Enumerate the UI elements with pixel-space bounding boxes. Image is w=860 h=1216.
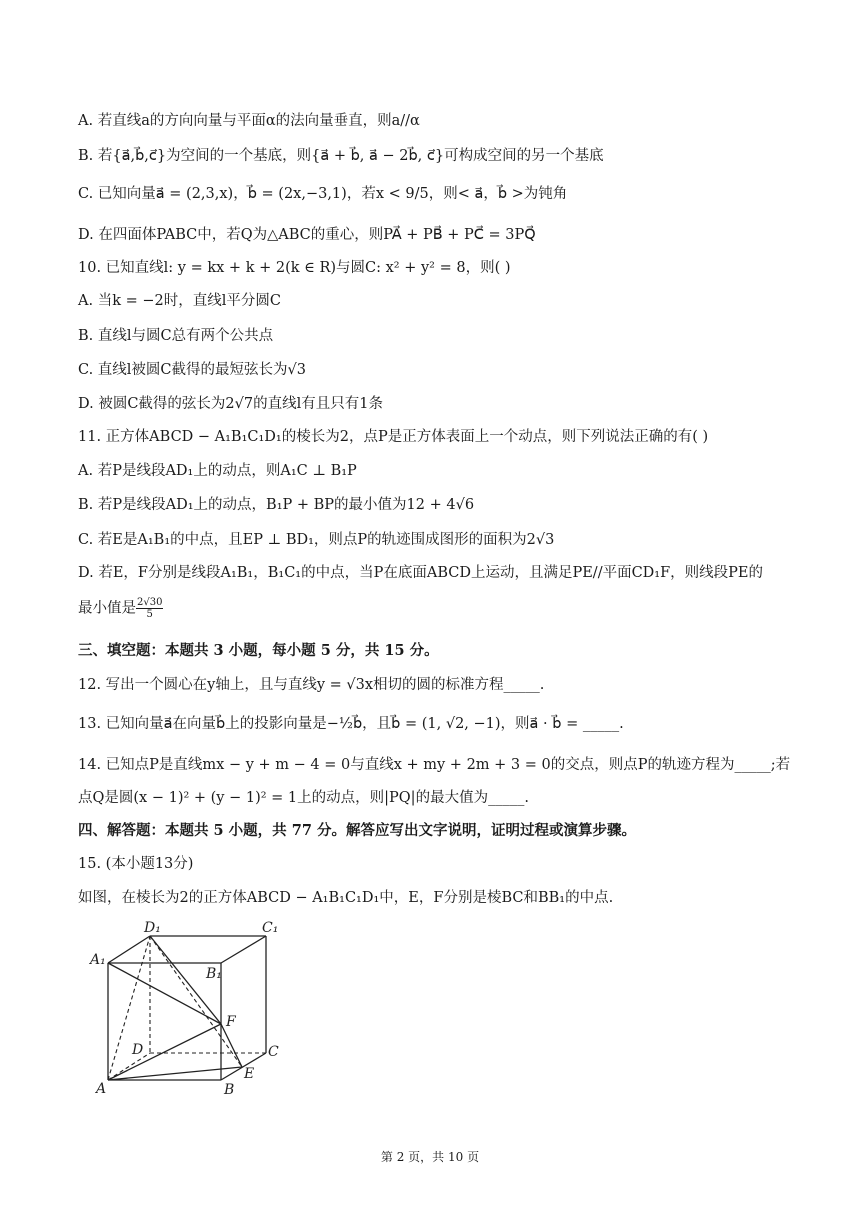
question-12: 12. 写出一个圆心在y轴上，且与直线y = √3x相切的圆的标准方程_____.	[78, 677, 545, 693]
section-fill-in-heading: 三、填空题：本题共 3 小题，每小题 5 分，共 15 分。	[78, 642, 439, 659]
question-14-continued: 点Q是圆(x − 1)² + (y − 1)² = 1上的动点，则|PQ|的最大值为_____.	[78, 790, 529, 806]
label-f: F	[226, 1014, 236, 1030]
label-e: E	[244, 1066, 255, 1082]
cube-figure	[86, 918, 286, 1098]
label-b: B	[224, 1082, 235, 1098]
question-11: 11. 正方体ABCD − A₁B₁C₁D₁的棱长为2，点P是正方体表面上一个动点，则下列说法正确的有( )	[78, 429, 709, 445]
option-11c: C. 若E是A₁B₁的中点，且EP ⊥ BD₁，则点P的轨迹围成图形的面积为2√3	[78, 532, 555, 548]
option-11d: D. 若E，F分别是线段A₁B₁，B₁C₁的中点，当P在底面ABCD上运动，且满足PE//平面CD₁F，则线段PE的	[78, 565, 764, 581]
label-d: D	[132, 1042, 144, 1058]
fraction-denominator: 5	[146, 609, 153, 620]
option-11b: B. 若P是线段AD₁上的动点，B₁P + BP的最小值为12 + 4√6	[78, 497, 475, 513]
option-9a: A. 若直线a的方向向量与平面α的法向量垂直，则a//α	[78, 113, 420, 129]
label-a1: A₁	[90, 952, 106, 968]
question-15-header: 15. (本小题13分)	[78, 856, 194, 872]
question-14: 14. 已知点P是直线mx − y + m − 4 = 0与直线x + my + 2m + 3 = 0的交点，则点P的轨迹方程为_____;若	[78, 757, 791, 773]
label-c: C	[268, 1044, 279, 1060]
option-10b: B. 直线l与圆C总有两个公共点	[78, 328, 274, 344]
page-footer: 第 2 页，共 10 页	[380, 1150, 480, 1164]
question-15-text: 如图，在棱长为2的正方体ABCD − A₁B₁C₁D₁中，E，F分别是棱BC和BB₁的中点.	[78, 890, 614, 906]
section-solution-heading: 四、解答题：本题共 5 小题，共 77 分。解答应写出文字说明，证明过程或演算步骤。	[78, 822, 636, 839]
label-c1: C₁	[262, 920, 279, 936]
option-11a: A. 若P是线段AD₁上的动点，则A₁C ⊥ B₁P	[78, 463, 357, 479]
label-a: A	[96, 1081, 107, 1097]
min-value-fraction	[136, 597, 163, 620]
min-value-label: 最小值是	[78, 600, 136, 617]
question-10: 10. 已知直线l: y = kx + k + 2(k ∈ R)与圆C: x² + y² = 8，则( )	[78, 260, 511, 276]
label-d1: D₁	[144, 920, 161, 936]
label-b1: B₁	[206, 966, 222, 982]
option-10a: A. 当k = −2时，直线l平分圆C	[78, 293, 281, 309]
option-10d: D. 被圆C截得的弦长为2√7的直线l有且只有1条	[78, 396, 383, 412]
option-9b: B. 若{a⃗,b⃗,c⃗}为空间的一个基底，则{a⃗ + b⃗, a⃗ − 2b⃗, c⃗}可构成空间的另一个基底	[78, 148, 604, 164]
option-11d-continued	[78, 597, 163, 620]
question-13: 13. 已知向量a⃗在向量b⃗上的投影向量是−½b⃗，且b⃗ = (1, √2, −1)，则a⃗ · b⃗ = _____.	[78, 716, 624, 732]
fraction-numerator: 2√30	[137, 597, 163, 608]
option-9d: D. 在四面体PABC中，若Q为△ABC的重心，则PA⃗ + PB⃗ + PC⃗ = 3PQ⃗	[78, 227, 536, 243]
option-10c: C. 直线l被圆C截得的最短弦长为√3	[78, 362, 306, 378]
option-9c: C. 已知向量a⃗ = (2,3,x)，b⃗ = (2x,−3,1)，若x < 9/5，则< a⃗，b⃗ >为钝角	[78, 186, 568, 202]
